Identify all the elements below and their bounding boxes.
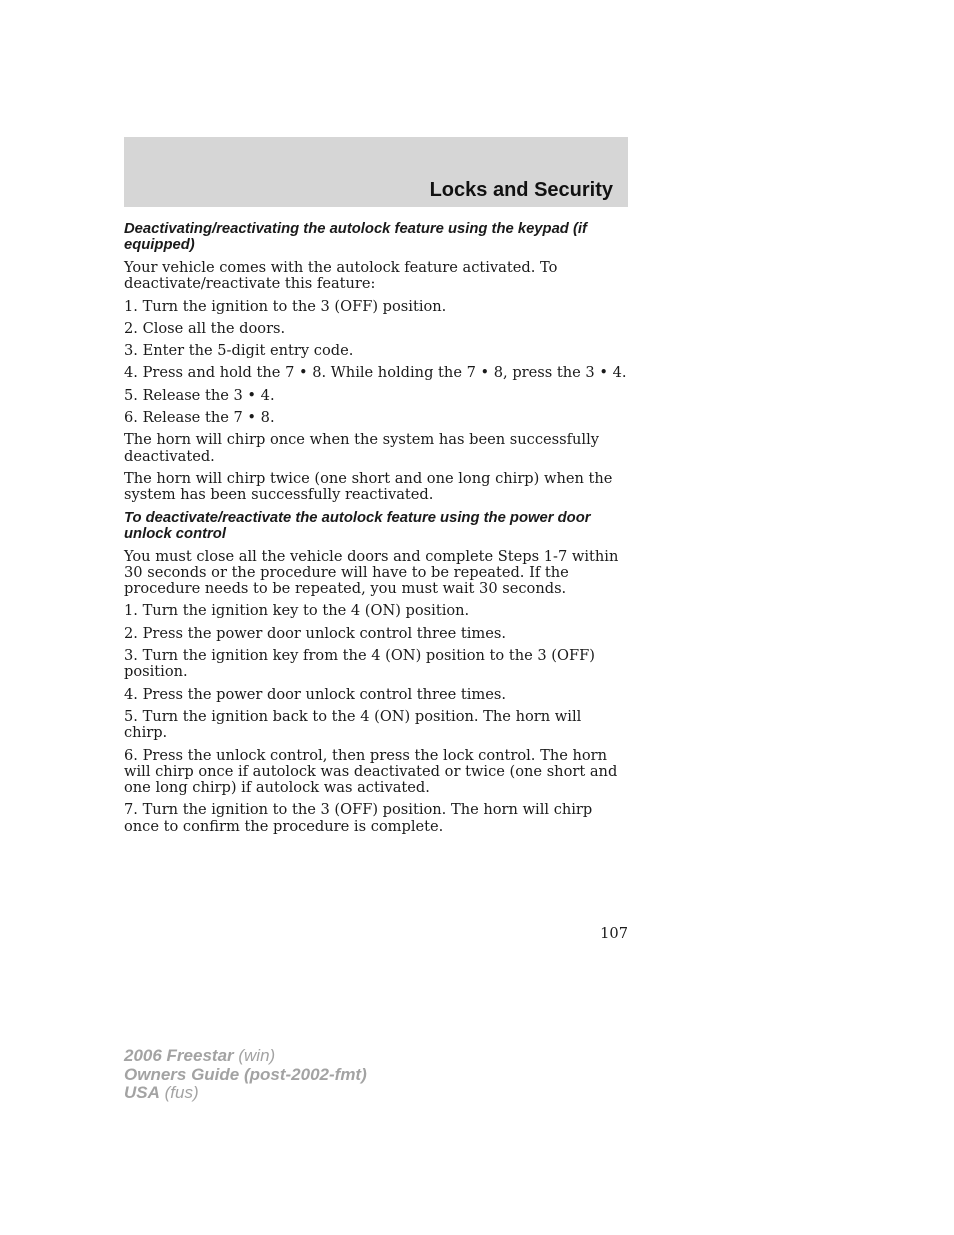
page-number: 107 bbox=[600, 925, 628, 942]
footer-market: USA bbox=[124, 1083, 160, 1102]
power-door-step-1: 1. Turn the ignition key to the 4 (ON) position. bbox=[124, 602, 470, 620]
keypad-step-6: 6. Release the 7 • 8. bbox=[124, 409, 275, 427]
footer-model-code: (win) bbox=[233, 1046, 276, 1065]
section-header-band bbox=[124, 137, 628, 207]
keypad-step-3: 3. Enter the 5-digit entry code. bbox=[124, 342, 354, 360]
document-footer bbox=[124, 1047, 367, 1103]
keypad-step-4: 4. Press and hold the 7 • 8. While holding the 7 • 8, press the 3 • 4. bbox=[124, 364, 627, 382]
power-door-step-2: 2. Press the power door unlock control three times. bbox=[124, 624, 507, 642]
section-title: Locks and Security bbox=[429, 179, 613, 201]
keypad-note-reactivated: The horn will chirp twice (one short and one long chirp) when the system has been successfully reactivated. bbox=[124, 469, 613, 504]
keypad-step-1: 1. Turn the ignition to the 3 (OFF) position. bbox=[124, 297, 447, 315]
power-door-step-6: 6. Press the unlock control, then press the lock control. The horn will chirp once if autolock was deactivated or twice (one short and one long chirp) if autolock was activated. bbox=[124, 746, 618, 797]
footer-market-code: (fus) bbox=[159, 1083, 199, 1102]
footer-model: 2006 Freestar bbox=[124, 1046, 234, 1065]
power-door-step-7: 7. Turn the ignition to the 3 (OFF) position. The horn will chirp once to confirm the procedure is complete. bbox=[124, 801, 593, 835]
keypad-step-5: 5. Release the 3 • 4. bbox=[124, 386, 275, 404]
footer-line-1 bbox=[124, 1047, 367, 1066]
keypad-step-2: 2. Close all the doors. bbox=[124, 319, 286, 337]
keypad-section-heading: Deactivating/reactivating the autolock feature using the keypad (if equipped) bbox=[124, 221, 587, 253]
footer-line-2 bbox=[124, 1066, 367, 1085]
page-content bbox=[124, 221, 628, 841]
footer-guide: Owners Guide (post-2002-fmt) bbox=[124, 1064, 367, 1084]
power-door-step-3: 3. Turn the ignition key from the 4 (ON) position to the 3 (OFF) position. bbox=[124, 647, 595, 681]
power-door-step-5: 5. Turn the ignition back to the 4 (ON) position. The horn will chirp. bbox=[124, 707, 582, 742]
power-door-step-4: 4. Press the power door unlock control three times. bbox=[124, 685, 507, 703]
power-door-intro: You must close all the vehicle doors and complete Steps 1-7 within 30 seconds or the procedure will have to be repeated. If the procedure needs to be repeated, you must wait 30 seconds. bbox=[124, 547, 619, 598]
keypad-intro: Your vehicle comes with the autolock feature activated. To deactivate/reactivate this feature: bbox=[124, 259, 558, 293]
power-door-section-heading: To deactivate/reactivate the autolock feature using the power door unlock control bbox=[124, 509, 591, 542]
keypad-note-deactivated: The horn will chirp once when the system has been successfully deactivated. bbox=[124, 431, 599, 465]
footer-line-3 bbox=[124, 1084, 367, 1103]
